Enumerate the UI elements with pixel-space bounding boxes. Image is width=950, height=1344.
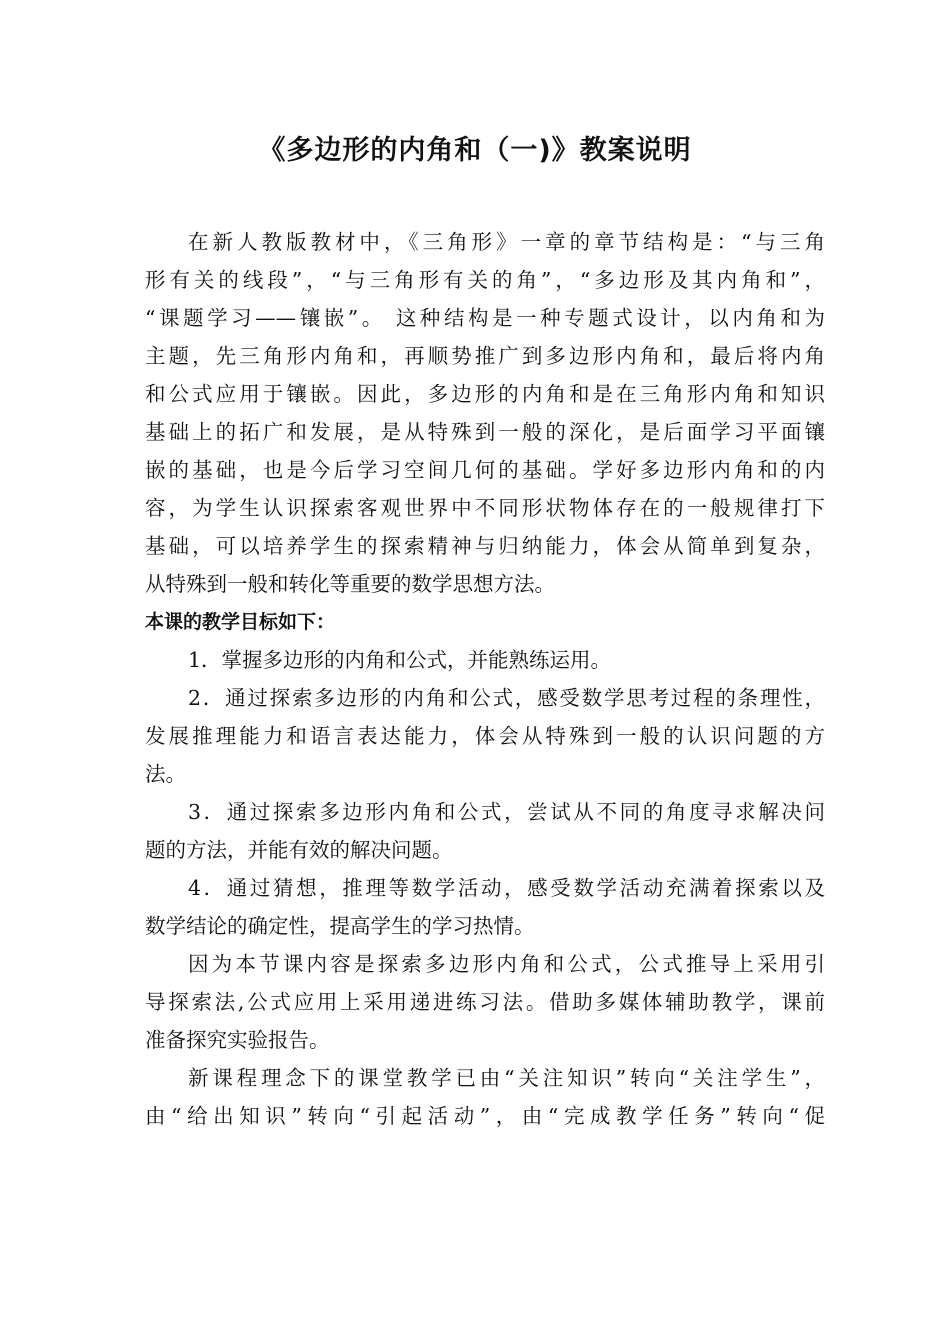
objective-item-continuation: 法。 bbox=[145, 762, 186, 786]
objective-item: 4．通过猜想，推理等数学活动，感受数学活动充满着探索以及 bbox=[188, 876, 825, 900]
objective-item-continuation: 数学结论的确定性，提高学生的学习热情。 bbox=[145, 914, 535, 938]
paragraph-line: 形有关的线段”，“与三角形有关的角”，“多边形及其内角和”， bbox=[145, 268, 825, 292]
paragraph-line: 导探索法,公式应用上采用递进练习法。借助多媒体辅助教学，课前 bbox=[145, 990, 825, 1014]
paragraph-line: 在新人教版教材中，《三角形》一章的章节结构是：“与三角 bbox=[188, 230, 825, 254]
objective-item-continuation: 发展推理能力和语言表达能力，体会从特殊到一般的认识问题的方 bbox=[145, 724, 825, 748]
paragraph-line: “课题学习——镶嵌”。 这种结构是一种专题式设计，以内角和为 bbox=[145, 306, 825, 330]
objective-item: 2．通过探索多边形的内角和公式，感受数学思考过程的条理性， bbox=[188, 686, 825, 710]
paragraph-line: 主题，先三角形内角和，再顺势推广到多边形内角和，最后将内角 bbox=[145, 344, 825, 368]
document-title: 《多边形的内角和（一)》教案说明 bbox=[258, 135, 692, 166]
paragraph-line: 嵌的基础，也是今后学习空间几何的基础。学好多边形内角和的内 bbox=[145, 458, 825, 482]
paragraph-line: 和公式应用于镶嵌。因此，多边形的内角和是在三角形内角和知识 bbox=[145, 382, 825, 406]
paragraph-line: 新课程理念下的课堂教学已由“关注知识”转向“关注学生”， bbox=[188, 1066, 825, 1090]
objective-item-continuation: 题的方法，并能有效的解决问题。 bbox=[145, 838, 453, 862]
objective-item: 1．掌握多边形的内角和公式，并能熟练运用。 bbox=[188, 648, 612, 672]
paragraph-line: 因为本节课内容是探索多边形内角和公式，公式推导上采用引 bbox=[188, 952, 825, 976]
paragraph-line: 由“给出知识”转向“引起活动”，由“完成教学任务”转向“促 bbox=[145, 1104, 825, 1128]
paragraph-line: 基础上的拓广和发展，是从特殊到一般的深化，是后面学习平面镶 bbox=[145, 420, 825, 444]
objective-item: 3．通过探索多边形内角和公式，尝试从不同的角度寻求解决问 bbox=[188, 800, 825, 824]
document-body bbox=[145, 223, 825, 1135]
section-heading: 本课的教学目标如下： bbox=[145, 611, 336, 633]
paragraph-line: 容，为学生认识探索客观世界中不同形状物体存在的一般规律打下 bbox=[145, 496, 825, 520]
paragraph-line: 基础，可以培养学生的探索精神与归纳能力，体会从简单到复杂， bbox=[145, 534, 825, 558]
paragraph-line: 从特殊到一般和转化等重要的数学思想方法。 bbox=[145, 572, 555, 596]
paragraph-line: 准备探究实验报告。 bbox=[145, 1028, 330, 1052]
